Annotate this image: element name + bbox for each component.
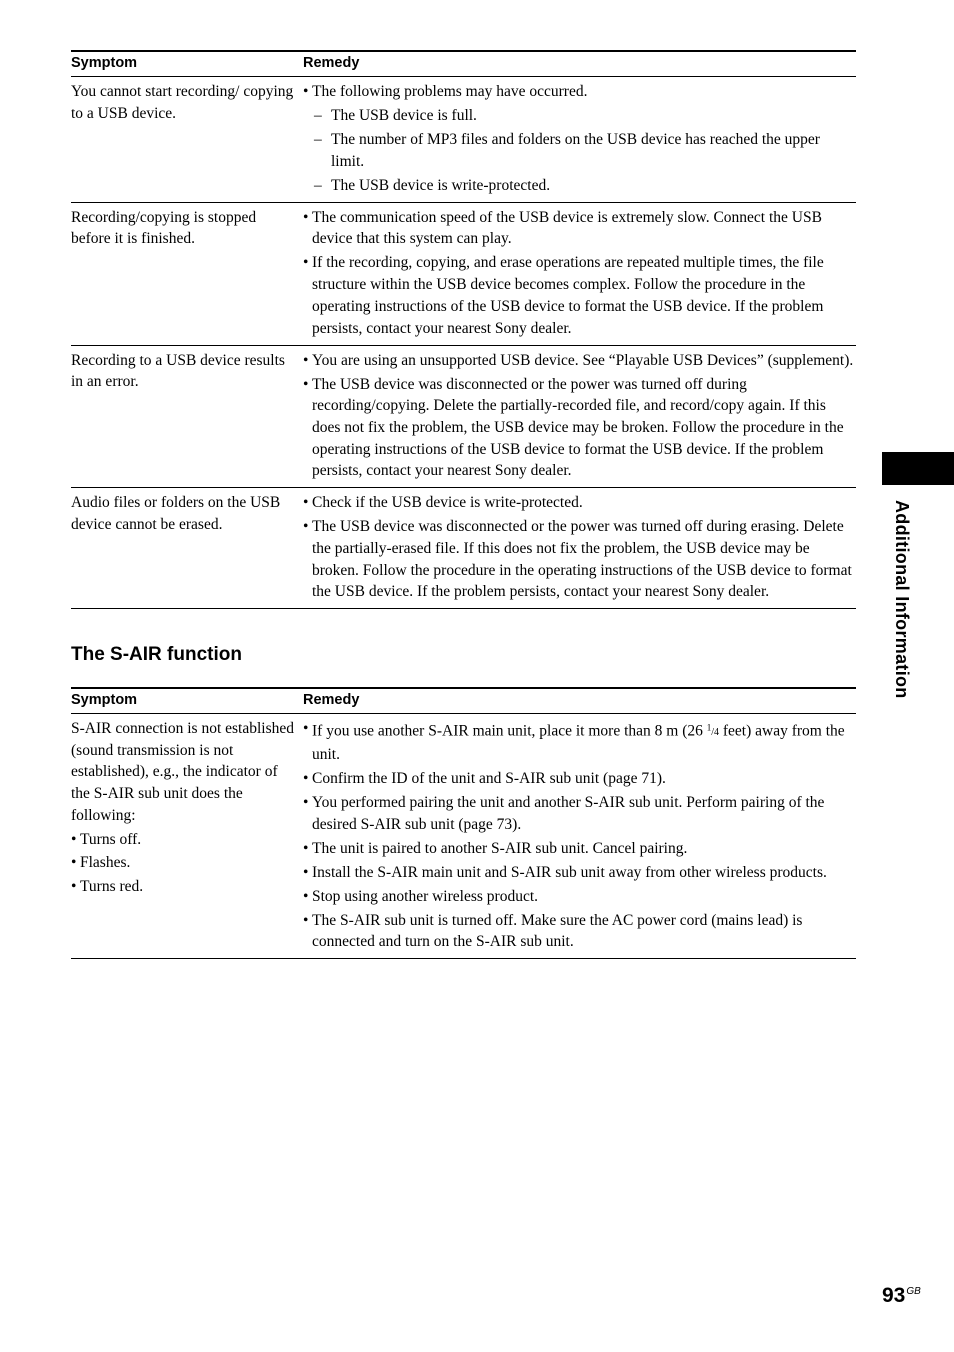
symptom-cell: [71, 718, 303, 955]
remedy-item: • The S-AIR sub unit is turned off. Make sure the AC power cord (mains lead) is connected and turn on the S-AIR sub unit.: [303, 911, 803, 951]
symptom-cell: Recording/copying is stopped before it is finished.: [71, 208, 257, 248]
remedy-header: Remedy: [303, 55, 360, 71]
remedy-cell: [303, 81, 856, 199]
symptom-bullet: • Turns off.: [71, 830, 142, 848]
symptom-header: Symptom: [71, 692, 138, 708]
symptom-bullet: • Flashes.: [71, 854, 131, 872]
remedy-subitem: – The USB device is write-protected.: [314, 176, 551, 194]
table-row: [71, 77, 856, 203]
symptom-bullet: • Turns red.: [71, 877, 144, 895]
table-header: [71, 50, 856, 77]
remedy-item: • Confirm the ID of the unit and S-AIR sub unit (page 71).: [303, 770, 666, 788]
page-suffix: GB: [906, 1286, 921, 1297]
remedy-cell: [303, 207, 856, 342]
page-number: $93^{GB}$: [882, 1284, 921, 1307]
symptom-header: Symptom: [71, 55, 138, 71]
remedy-item: • Check if the USB device is write-protected.: [303, 494, 583, 512]
remedy-cell: [303, 718, 856, 955]
remedy-item: • You performed pairing the unit and another S-AIR sub unit. Perform pairing of the desired S-AIR sub unit (page 73).: [303, 794, 825, 833]
remedy-subitem: – The number of MP3 files and folders on the USB device has reached the upper limit.: [314, 131, 820, 170]
table-header: [71, 687, 856, 714]
remedy-subitem: – The USB device is full.: [314, 107, 477, 124]
remedy-header: Remedy: [303, 692, 360, 708]
symptom-cell: You cannot start recording/ copying to a USB device.: [71, 83, 294, 122]
sair-troubleshooting-table: [71, 687, 856, 959]
remedy-item: • You are using an unsupported USB device. See “Playable USB Devices” (supplement).: [303, 351, 854, 369]
table-row: [71, 346, 856, 489]
remedy-item: • If you use another S-AIR main unit, place it more than 8 m (26 $^1$/4 feet) away from the unit.: [303, 720, 845, 764]
remedy-cell: [303, 492, 856, 605]
fraction: $^1$/4: [706, 723, 720, 739]
symptom-cell: Audio files or folders on the USB device cannot be erased.: [71, 494, 281, 534]
remedy-item: • The following problems may have occurred.: [303, 83, 588, 100]
table-row: [71, 488, 856, 609]
side-section-label: Additional Information: [892, 500, 912, 699]
remedy-cell: [303, 350, 856, 485]
remedy-item: • The unit is paired to another S-AIR sub unit. Cancel pairing.: [303, 839, 688, 857]
remedy-item: • The USB device was disconnected or the power was turned off during recording/copying. Delete the partially-recorded file, and record/copy again. If this does not fix the problem, the USB device may be broken. Follow the procedure in the operating instructions of the USB device to format the USB device. If the problem persists, contact your nearest Sony dealer.: [303, 375, 844, 480]
usb-troubleshooting-table: [71, 50, 856, 609]
remedy-item: • Stop using another wireless product.: [303, 887, 539, 905]
section-tab-marker: [882, 452, 954, 485]
symptom-cell: Recording to a USB device results in an error.: [71, 351, 285, 391]
symptom-text: S-AIR connection is not established (sound transmission is not established), e.g., the indicator of the S-AIR sub unit does the following:: [71, 720, 294, 824]
section-title: The S-AIR function: [71, 644, 242, 665]
remedy-item: • The communication speed of the USB device is extremely slow. Connect the USB device that this system can play.: [303, 208, 822, 248]
remedy-item: • The USB device was disconnected or the power was turned off during erasing. Delete the partially-erased file. If this does not fix the problem, the USB device may be broken. Follow the procedure in the operating instructions of the USB device to format the USB device. If the problem persists, contact your nearest Sony dealer.: [303, 518, 852, 601]
remedy-item: • Install the S-AIR main unit and S-AIR sub unit away from other wireless products.: [303, 863, 827, 881]
table-row: [71, 714, 856, 959]
table-row: [71, 203, 856, 346]
remedy-item: • If the recording, copying, and erase operations are repeated multiple times, the file structure within the USB device becomes complex. Follow the procedure in the operating instructions of the USB device to format the USB device. If the problem persists, contact your nearest Sony dealer.: [303, 254, 824, 337]
